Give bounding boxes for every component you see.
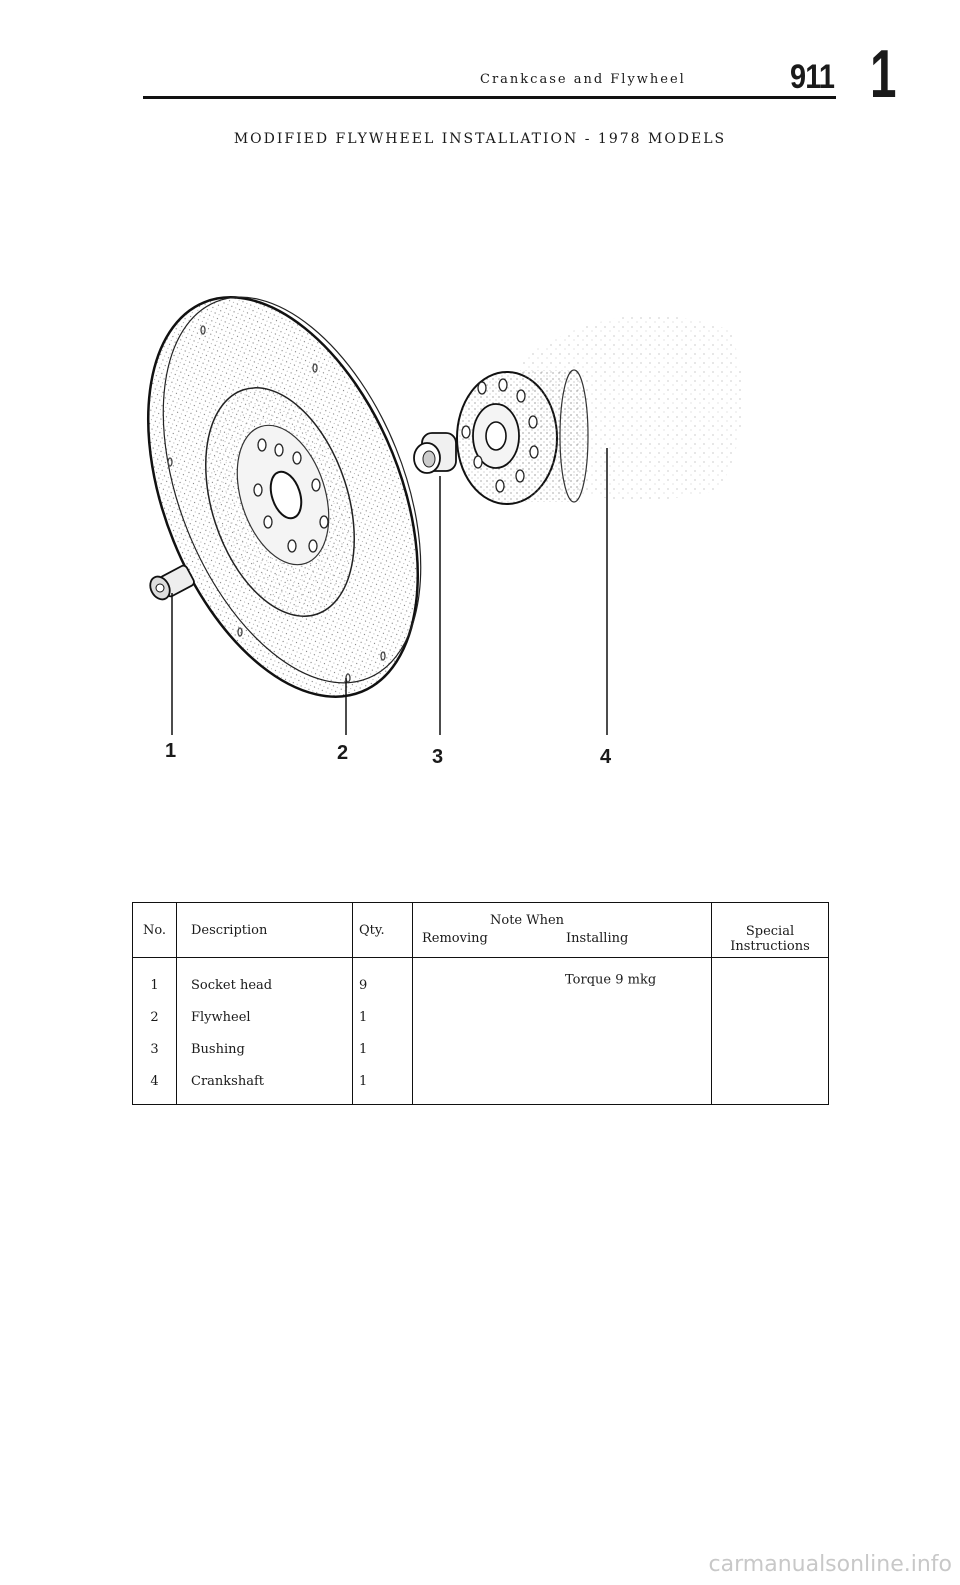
callout-4: 4: [600, 746, 612, 768]
cell-no: 2: [133, 1001, 177, 1033]
special-instructions-label: Special Instructions: [730, 924, 810, 954]
cell-qty: 1: [353, 1033, 413, 1065]
table-row: [133, 1033, 829, 1065]
cell-description: Bushing: [177, 1033, 353, 1065]
cell-qty: 1: [353, 1065, 413, 1105]
cell-special: [712, 1001, 829, 1033]
cell-special: [712, 958, 829, 1002]
cell-note: [413, 1033, 712, 1065]
cell-special: [712, 1065, 829, 1105]
cell-no: 3: [133, 1033, 177, 1065]
table-row: [133, 958, 829, 1002]
socket-head-bolt-part: [146, 564, 195, 603]
chapter-number: 1: [870, 36, 897, 112]
callout-3: 3: [432, 746, 444, 768]
cell-special: [712, 1033, 829, 1065]
column-header-no: No.: [133, 903, 177, 958]
cell-note: [413, 1001, 712, 1033]
cell-no: 1: [133, 958, 177, 1002]
cell-qty: 1: [353, 1001, 413, 1033]
cell-description: Socket head: [177, 958, 353, 1002]
bushing-part: [414, 433, 456, 473]
crankshaft-part: [457, 315, 743, 504]
cell-qty: 9: [353, 958, 413, 1002]
section-title: Crankcase and Flywheel: [480, 72, 686, 87]
cell-note: [413, 1065, 712, 1105]
removing-label: Removing: [422, 931, 488, 946]
callout-1: 1: [165, 740, 177, 762]
parts-table: [132, 902, 829, 1105]
model-number: 911: [790, 58, 835, 96]
column-header-note-when: [413, 903, 712, 958]
cell-installing: Torque 9 mkg: [565, 972, 657, 987]
cell-note: [413, 958, 712, 1002]
callout-2: 2: [337, 742, 349, 764]
table-row: [133, 1001, 829, 1033]
cell-no: 4: [133, 1065, 177, 1105]
flywheel-part: [95, 258, 472, 736]
watermark: carmanualsonline.info: [708, 1552, 952, 1577]
cell-description: Flywheel: [177, 1001, 353, 1033]
table-header-row: [133, 903, 829, 958]
column-header-special-instructions: [712, 903, 829, 958]
cell-description: Crankshaft: [177, 1065, 353, 1105]
note-when-label: Note When: [490, 913, 565, 928]
column-header-qty: Qty.: [353, 903, 413, 958]
table-row: [133, 1065, 829, 1105]
installing-label: Installing: [566, 931, 629, 946]
page-title: MODIFIED FLYWHEEL INSTALLATION - 1978 MODELS: [233, 131, 727, 147]
column-header-description: Description: [177, 903, 353, 958]
